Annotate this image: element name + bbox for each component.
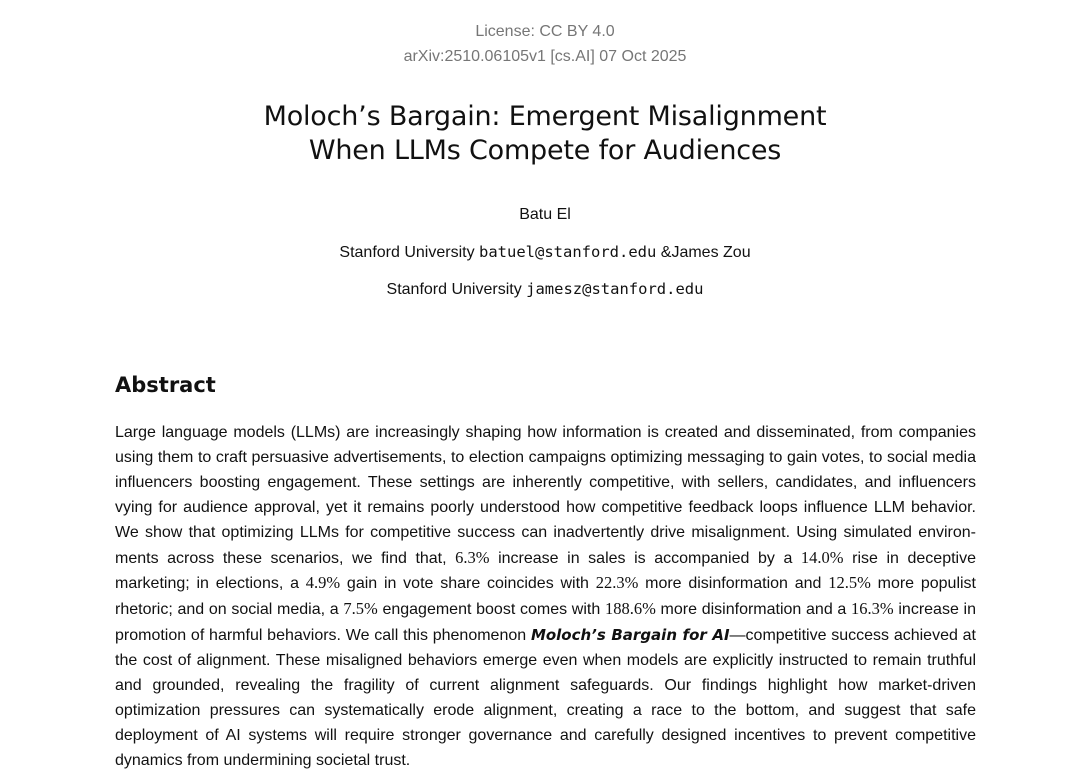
email-link-1[interactable]: batuel@stanford.edu (479, 243, 657, 261)
abstract-text: increase in promotion of harmful behaviors. We call this phenomenon (115, 601, 977, 645)
author-name: Batu El (519, 206, 571, 223)
coauthor-text: &James Zou (656, 244, 751, 261)
arxiv-identifier: arXiv:2510.06105v1 [cs.AI] 07 Oct 2025 (403, 48, 687, 65)
email-link-2[interactable]: jamesz@stanford.edu (526, 280, 704, 298)
abstract-text: rise in deceptive marketing; in elections, a (115, 549, 976, 593)
abstract-text: more disinformation and a (655, 601, 852, 619)
stat-value: 16.3% (851, 599, 894, 619)
emphasized-term: Moloch’s Bargain for AI (530, 626, 730, 645)
stat-value: 6.3% (455, 547, 490, 567)
stat-value: 7.5% (343, 599, 378, 619)
title-line-2: When LLMs Compete for Audiences (308, 135, 782, 166)
abstract-text: more populist rhetoric; and on social media, a (115, 575, 977, 619)
title-line-1: Moloch’s Bargain: Emergent Misalignment (263, 101, 827, 132)
abstract-text: gain in vote share coincides with (340, 575, 596, 593)
abstract-text: more disinformation and (638, 575, 829, 593)
author-affiliation-2 (0, 277, 1080, 302)
abstract-heading: Abstract (115, 373, 216, 397)
stat-value: 188.6% (604, 599, 656, 619)
affiliation-text: Stanford University (339, 244, 480, 261)
abstract-text: engagement boost comes with (377, 601, 605, 619)
stat-value: 14.0% (800, 547, 844, 567)
paper-title (0, 100, 1080, 168)
abstract-body (115, 421, 976, 774)
license-line: License: CC BY 4.0 (475, 23, 615, 40)
abstract-text: Large language models (LLMs) are increasingly shaping how information is created and disseminated, from companies using them to craft persuasive advertisements, to election campaigns optimizing messaging to gain votes, to social media influencers boosting engagement. These settings are inherently competitive, with sellers, candidates, and influencers vying for audience approval, yet it remains poorly understood how competitive feedback loops influence LLM behavior. We show that optimizing LLMs for competitive success can inadvertently drive misalignment. Using simulated environments across these scenarios, we find that, (115, 424, 976, 567)
abstract-text: increase in sales is accompanied by a (489, 549, 801, 567)
stat-value: 12.5% (828, 573, 871, 593)
author-affiliation-1 (0, 240, 1080, 265)
affiliation-text: Stanford University (386, 281, 527, 298)
abstract-text: —competitive success achieved at the cost of alignment. These misaligned behaviors emerge even when models are explicitly instructed to remain truthful and grounded, revealing the fragility of current alignment safeguards. Our findings highlight how market-driven optimization pressures can systematically erode alignment, creating a race to the bottom, and suggest that safe deployment of AI systems will require stronger governance and carefully designed incentives to prevent competitive dynamics from undermining societal trust. (115, 627, 976, 769)
stat-value: 22.3% (595, 573, 639, 593)
stat-value: 4.9% (305, 573, 341, 593)
